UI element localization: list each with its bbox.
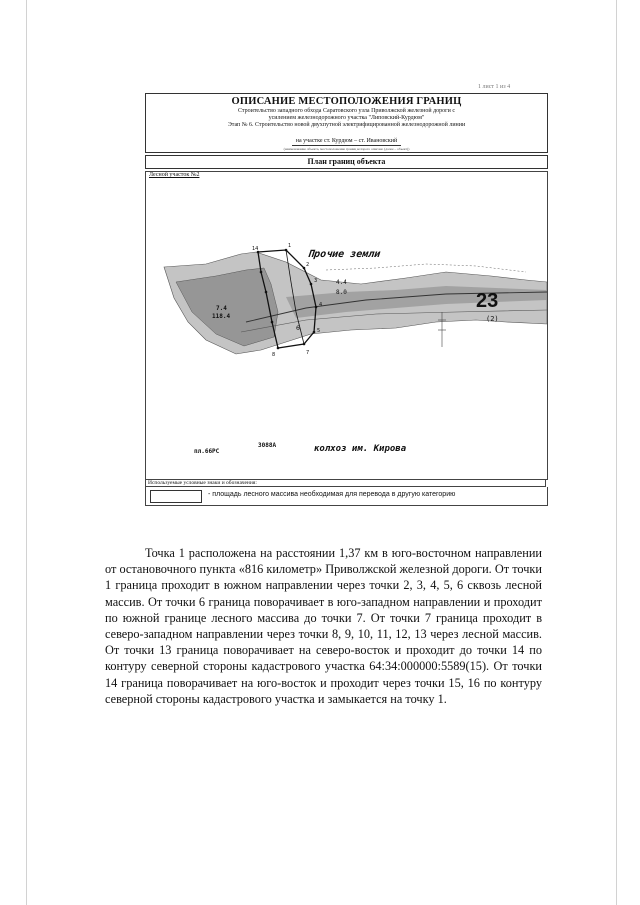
point-label: 14 <box>252 246 259 252</box>
point-label: 7 <box>306 350 310 356</box>
document-header <box>145 93 548 153</box>
header-line-1: Строительство западного обхода Саратовского узла Приволжской железной дороги с <box>237 108 455 114</box>
point-label: 6 <box>296 325 300 332</box>
plan-title: План границ объекта <box>145 155 548 169</box>
header-line-5: (наименование объекта, местоположение границ которого описано (далее – объект)) <box>283 147 410 151</box>
page-edge-left <box>26 0 27 905</box>
point-label: 4 <box>319 302 323 308</box>
point-label: 5 <box>317 328 321 334</box>
parcel-label-mid: 8.0 <box>336 289 347 296</box>
header-line-2: усилением железнодорожного участка "Липовский-Курдюм" <box>268 115 425 121</box>
parcel-label-left-1: 7.4 <box>216 305 227 312</box>
description-text <box>105 545 542 707</box>
header-line-4: на участке ст. Курдюм – ст. Ивановский <box>292 138 401 146</box>
quarter-number: 23 <box>476 290 499 312</box>
label-number: 3088А <box>258 442 277 449</box>
label-kolkhoz: колхоз им. Кирова <box>314 444 407 454</box>
header-line-3: Этап № 6. Строительство новой двухпутной электрифицированной железнодорожной линии <box>227 122 466 128</box>
boundary-map <box>145 171 548 480</box>
legend-row <box>145 487 548 506</box>
label-left: пл.66РС <box>194 448 220 455</box>
quarter-sub: (2) <box>486 315 499 323</box>
corner-number: 1 лист 1 из 4 <box>478 84 511 90</box>
point-label: 1 <box>288 243 292 249</box>
legend-text: - площадь лесного массива необходимая для перевода в другую категорию <box>208 491 456 498</box>
legend-swatch <box>150 490 202 503</box>
subplot-label: Лесной участок №2 <box>149 172 200 178</box>
parcel-label-left-2: 118.4 <box>212 313 231 320</box>
description-paragraph: Точка 1 расположена на расстоянии 1,37 км в юго-восточном направлении от остановочного пункта «816 километр» Приволжской железной дороги. От точки 1 граница проходит в южном направлении через точки 2, 3, 4, 5, 6 сквозь лесной массив. От точки 6 граница поворачивает в юго-западном направлении и проходит по южной границе лесного массива до точки 7. От точки 7 граница проходит в северо-западном направлении через точки 8, 9, 10, 11, 12, 13 через лесной массив. От точки 13 граница поворачивает на северо-восток и проходит до точки 14 по контуру северной стороны кадастрового участка 64:34:000000:5589(15). От точки 14 граница поворачивает на юго-восток и проходит через точки 15, 16 по контуру северной стороны кадастрового участка и замыкается на точку 1. <box>105 546 542 706</box>
label-other-lands: Прочие земли <box>307 249 382 260</box>
map-drawing <box>146 172 547 479</box>
document-title: ОПИСАНИЕ МЕСТОПОЛОЖЕНИЯ ГРАНИЦ <box>231 96 462 107</box>
parcel-label-top: 4.4 <box>336 279 347 286</box>
legend-title: Используемые условные знаки и обозначения: <box>145 479 546 487</box>
point-label: 3 <box>314 278 318 284</box>
point-label: 8 <box>272 352 276 358</box>
contour-line <box>326 264 526 272</box>
page-edge-right <box>616 0 617 905</box>
point-label: 2 <box>306 262 310 268</box>
boundary-sheet <box>145 93 548 513</box>
